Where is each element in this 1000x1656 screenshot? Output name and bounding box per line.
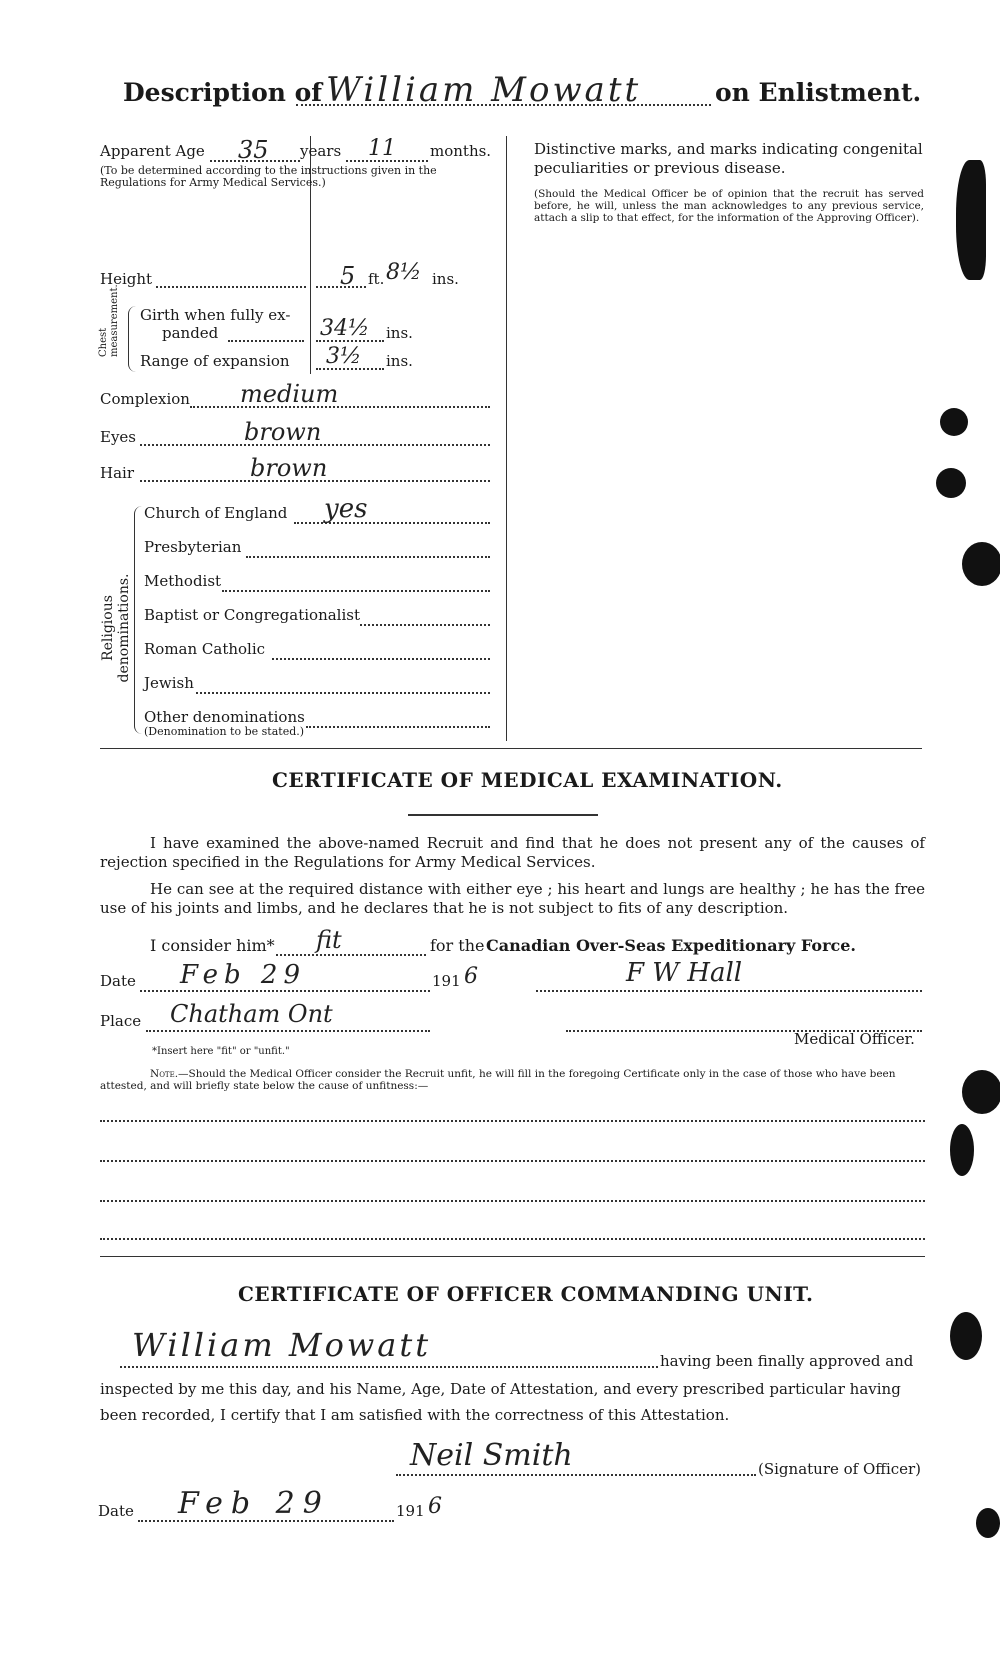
for-label: for the	[430, 936, 485, 955]
girth-value-line	[316, 316, 384, 342]
medical-para-2: He can see at the required distance with either eye ; his heart and lungs are healthy ; he has the free use of his joints and limbs, and he declares that he is not subject to fits of any description.	[100, 880, 925, 917]
hair-label: Hair	[100, 464, 134, 482]
title-name-line	[296, 70, 711, 110]
marks-heading: Distinctive marks, and marks indicating congenital peculiarities or previous disease.	[534, 140, 923, 177]
complexion-line	[190, 380, 490, 408]
age-note: (To be determined according to the instructions given in the Regulations for Army Medical Services.)	[100, 164, 437, 189]
commanding-heading: CERTIFICATE OF OFFICER COMMANDING UNIT.	[238, 1282, 814, 1306]
note-text: —Should the Medical Officer consider the Recruit unfit, he will fill in the foregoing Certificate only in the case of those who have been attested, and will briefly state below the cause of unfitness:—	[100, 1068, 896, 1092]
medical-year-prefix: 191	[432, 972, 461, 990]
consider-line	[276, 926, 426, 956]
unfit-line-2	[100, 1154, 925, 1162]
religion-label-2: Methodist	[144, 572, 222, 590]
ins-label-height: ins.	[432, 270, 459, 288]
punch-hole-mark	[976, 1508, 1000, 1538]
girth-value: 34½	[320, 316, 370, 341]
age-months-line	[346, 136, 428, 162]
commanding-date-value: Feb 29	[178, 1486, 330, 1521]
place-line	[146, 1000, 430, 1032]
title-prefix: Description of	[123, 78, 323, 107]
punch-hole-mark	[962, 1070, 1000, 1114]
place-value: Chatham Ont	[170, 1000, 333, 1028]
consider-value: fit	[316, 926, 342, 954]
height-ft-value: 5	[340, 262, 356, 290]
commanding-text-2: inspected by me this day, and his Name, Age, Date of Attestation, and every prescribed particular having	[100, 1380, 901, 1398]
expansion-label: Range of expansion	[140, 352, 290, 370]
age-label: Apparent Age	[100, 142, 205, 160]
years-label: years	[300, 142, 342, 160]
marks-note: (Should the Medical Officer be of opinion that the recruit has served before, he will, unless the man acknowledges to any previous service, attach a slip to that effect, for the information of the Approving Officer).	[534, 188, 924, 224]
hair-line	[140, 454, 490, 482]
religion-church-of-england	[144, 504, 287, 522]
commanding-date-label: Date	[98, 1502, 134, 1520]
medical-date-line	[140, 960, 430, 992]
medical-officer-signature: F W Hall	[626, 958, 743, 988]
medical-date-value: Feb 29	[180, 960, 306, 990]
force-name: Canadian Over-Seas Expeditionary Force.	[486, 936, 856, 955]
girth-label-1: Girth when fully ex-	[140, 306, 291, 324]
religion-label-1: Presbyterian	[144, 538, 242, 556]
expansion-value-line	[316, 344, 384, 370]
height-label: Height	[100, 270, 153, 288]
punch-hole-mark	[936, 468, 966, 498]
punch-hole-mark	[956, 160, 986, 280]
ins-label-girth: ins.	[386, 324, 413, 342]
eyes-line	[140, 418, 490, 446]
unfit-note	[100, 1068, 925, 1092]
medical-heading: CERTIFICATE OF MEDICAL EXAMINATION.	[272, 768, 783, 792]
religion-label: Religious denominations.	[100, 573, 132, 683]
column-divider	[506, 136, 507, 741]
ft-label: ft.	[368, 270, 385, 288]
height-ft-line	[316, 262, 366, 290]
commanding-text-1: having been finally approved and	[660, 1352, 914, 1370]
eyes-value: brown	[244, 418, 322, 446]
religion-line-0	[294, 494, 490, 524]
commanding-year-digit: 6	[428, 1494, 442, 1519]
religion-line-6	[306, 718, 490, 728]
title-suffix: on Enlistment.	[715, 78, 922, 107]
height-in-value: 8½	[386, 260, 422, 285]
religion-line-3	[360, 616, 490, 626]
months-label: months.	[430, 142, 492, 160]
commanding-signature-label: (Signature of Officer)	[758, 1460, 922, 1478]
commanding-text-3: been recorded, I certify that I am satisfied with the correctness of this Attestation.	[100, 1406, 730, 1424]
eyes-label: Eyes	[100, 428, 136, 446]
religion-line-2	[222, 582, 490, 592]
punch-hole-mark	[950, 1312, 982, 1360]
commanding-recruit-name: William Mowatt	[132, 1326, 432, 1364]
religion-value-0: yes	[324, 494, 368, 524]
medical-date-label: Date	[100, 972, 136, 990]
chest-label: Chest measurement.	[98, 284, 120, 357]
commanding-date-line	[138, 1486, 394, 1522]
religion-other-note: (Denomination to be stated.)	[144, 725, 305, 738]
unfit-line-3	[100, 1194, 925, 1202]
medical-officer-label: Medical Officer.	[794, 1030, 915, 1048]
form-title	[123, 78, 322, 107]
religion-line-1	[246, 548, 490, 558]
religion-brace	[134, 506, 143, 734]
expansion-value: 3½	[326, 344, 362, 369]
punch-hole-mark	[962, 542, 1000, 586]
commanding-signature: Neil Smith	[410, 1438, 573, 1473]
religion-label-5: Jewish	[144, 674, 194, 692]
place-label: Place	[100, 1012, 142, 1030]
punch-hole-mark	[940, 408, 968, 436]
punch-hole-mark	[950, 1124, 974, 1176]
chest-brace	[128, 306, 137, 372]
ins-label-expansion: ins.	[386, 352, 413, 370]
unfit-line-1	[100, 1114, 925, 1122]
complexion-value: medium	[240, 380, 339, 408]
unfit-line-4	[100, 1232, 925, 1240]
religion-label-4: Roman Catholic	[144, 640, 266, 658]
note-label: Note.	[150, 1068, 179, 1080]
commanding-signature-line	[396, 1438, 756, 1476]
section-divider	[100, 748, 922, 749]
age-months-value: 11	[368, 136, 396, 161]
commanding-year-prefix: 191	[396, 1502, 425, 1520]
age-years-line	[210, 136, 300, 164]
consider-label: I consider him*	[150, 936, 275, 955]
commanding-name-line	[120, 1326, 658, 1368]
unfit-bottom-rule	[100, 1256, 925, 1257]
religion-line-5	[196, 684, 490, 694]
recruit-name: William Mowatt	[326, 70, 642, 110]
medical-year-digit: 6	[464, 964, 478, 989]
girth-line	[228, 332, 304, 342]
girth-label-2: panded	[162, 324, 219, 342]
medical-heading-rule	[408, 814, 598, 816]
religion-label-0: Church of England	[144, 504, 288, 522]
insert-note: *Insert here "fit" or "unfit."	[152, 1046, 290, 1057]
hair-value: brown	[250, 454, 328, 482]
medical-signature-line	[536, 958, 922, 992]
complexion-label: Complexion	[100, 390, 190, 408]
medical-para-1: I have examined the above-named Recruit and find that he does not present any of the causes of rejection specified in the Regulations for Army Medical Services.	[100, 834, 925, 871]
age-years-value: 35	[238, 136, 269, 164]
religion-label-6: Other denominations	[144, 708, 305, 726]
religion-label-3: Baptist or Congregationalist	[144, 606, 360, 624]
height-line	[156, 276, 306, 288]
religion-line-4	[272, 650, 490, 660]
